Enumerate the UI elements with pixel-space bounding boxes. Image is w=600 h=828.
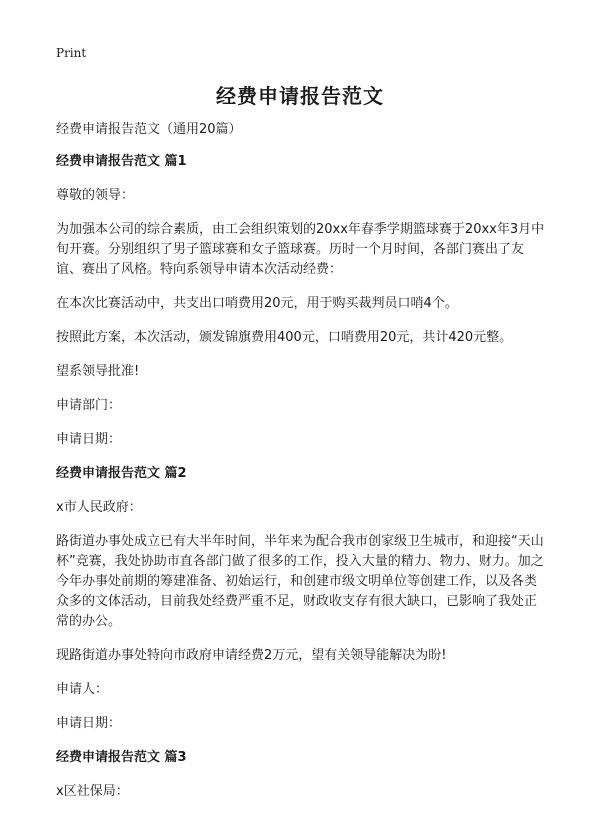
body-paragraph: 按照此方案，本次活动，颁发锦旗费用400元，口哨费用20元，共计420元整。 — [56, 330, 513, 345]
print-link[interactable]: Print — [56, 46, 87, 60]
closing-request: 望系领导批准! — [56, 364, 140, 379]
document-title: 经费申请报告范文 — [216, 84, 384, 108]
body-paragraph: 现路街道办事处特向市政府申请经费2万元，望有关领导能解决为盼! — [56, 648, 447, 663]
body-paragraph: 在本次比赛活动中，共支出口哨费用20元，用于购买裁判员口哨4个。 — [56, 296, 458, 311]
section-heading-3: 经费申请报告范文 篇3 — [56, 750, 187, 765]
signature-date: 申请日期： — [56, 716, 122, 731]
salutation-2: x市人民政府： — [56, 500, 142, 515]
document-body — [56, 120, 548, 816]
document-subtitle: 经费申请报告范文（通用20篇） — [56, 122, 242, 137]
signature-department: 申请部门： — [56, 398, 122, 413]
salutation-3: x区社保局： — [56, 784, 129, 799]
salutation-1: 尊敬的领导： — [56, 188, 135, 203]
body-paragraph: 为加强本公司的综合素质，由工会组织策划的20xx年春季学期篮球赛于20xx年3月中旬开赛。分别组织了男子篮球赛和女子篮球赛。历时一个月时间，各部门赛出了友谊、赛出了风格。特向系领导申请本次活动经费： — [56, 222, 545, 277]
signature-date: 申请日期： — [56, 432, 122, 447]
body-paragraph: 路街道办事处成立已有大半年时间，半年来为配合我市创家级卫生城市，和迎接“天山杯”竞赛，我处协助市直各部门做了很多的工作，投入大量的精力、物力、财力。加之今年办事处前期的筹建准备、初始运行，和创建市级文明单位等创建工作，以及各类众多的文体活动，目前我处经费严重不足，财政收支存有很大缺口，已影响了我处正常的办公。 — [56, 534, 544, 629]
section-heading-2: 经费申请报告范文 篇2 — [56, 466, 187, 481]
signature-applicant: 申请人： — [56, 682, 109, 697]
section-heading-1: 经费申请报告范文 篇1 — [56, 154, 187, 169]
